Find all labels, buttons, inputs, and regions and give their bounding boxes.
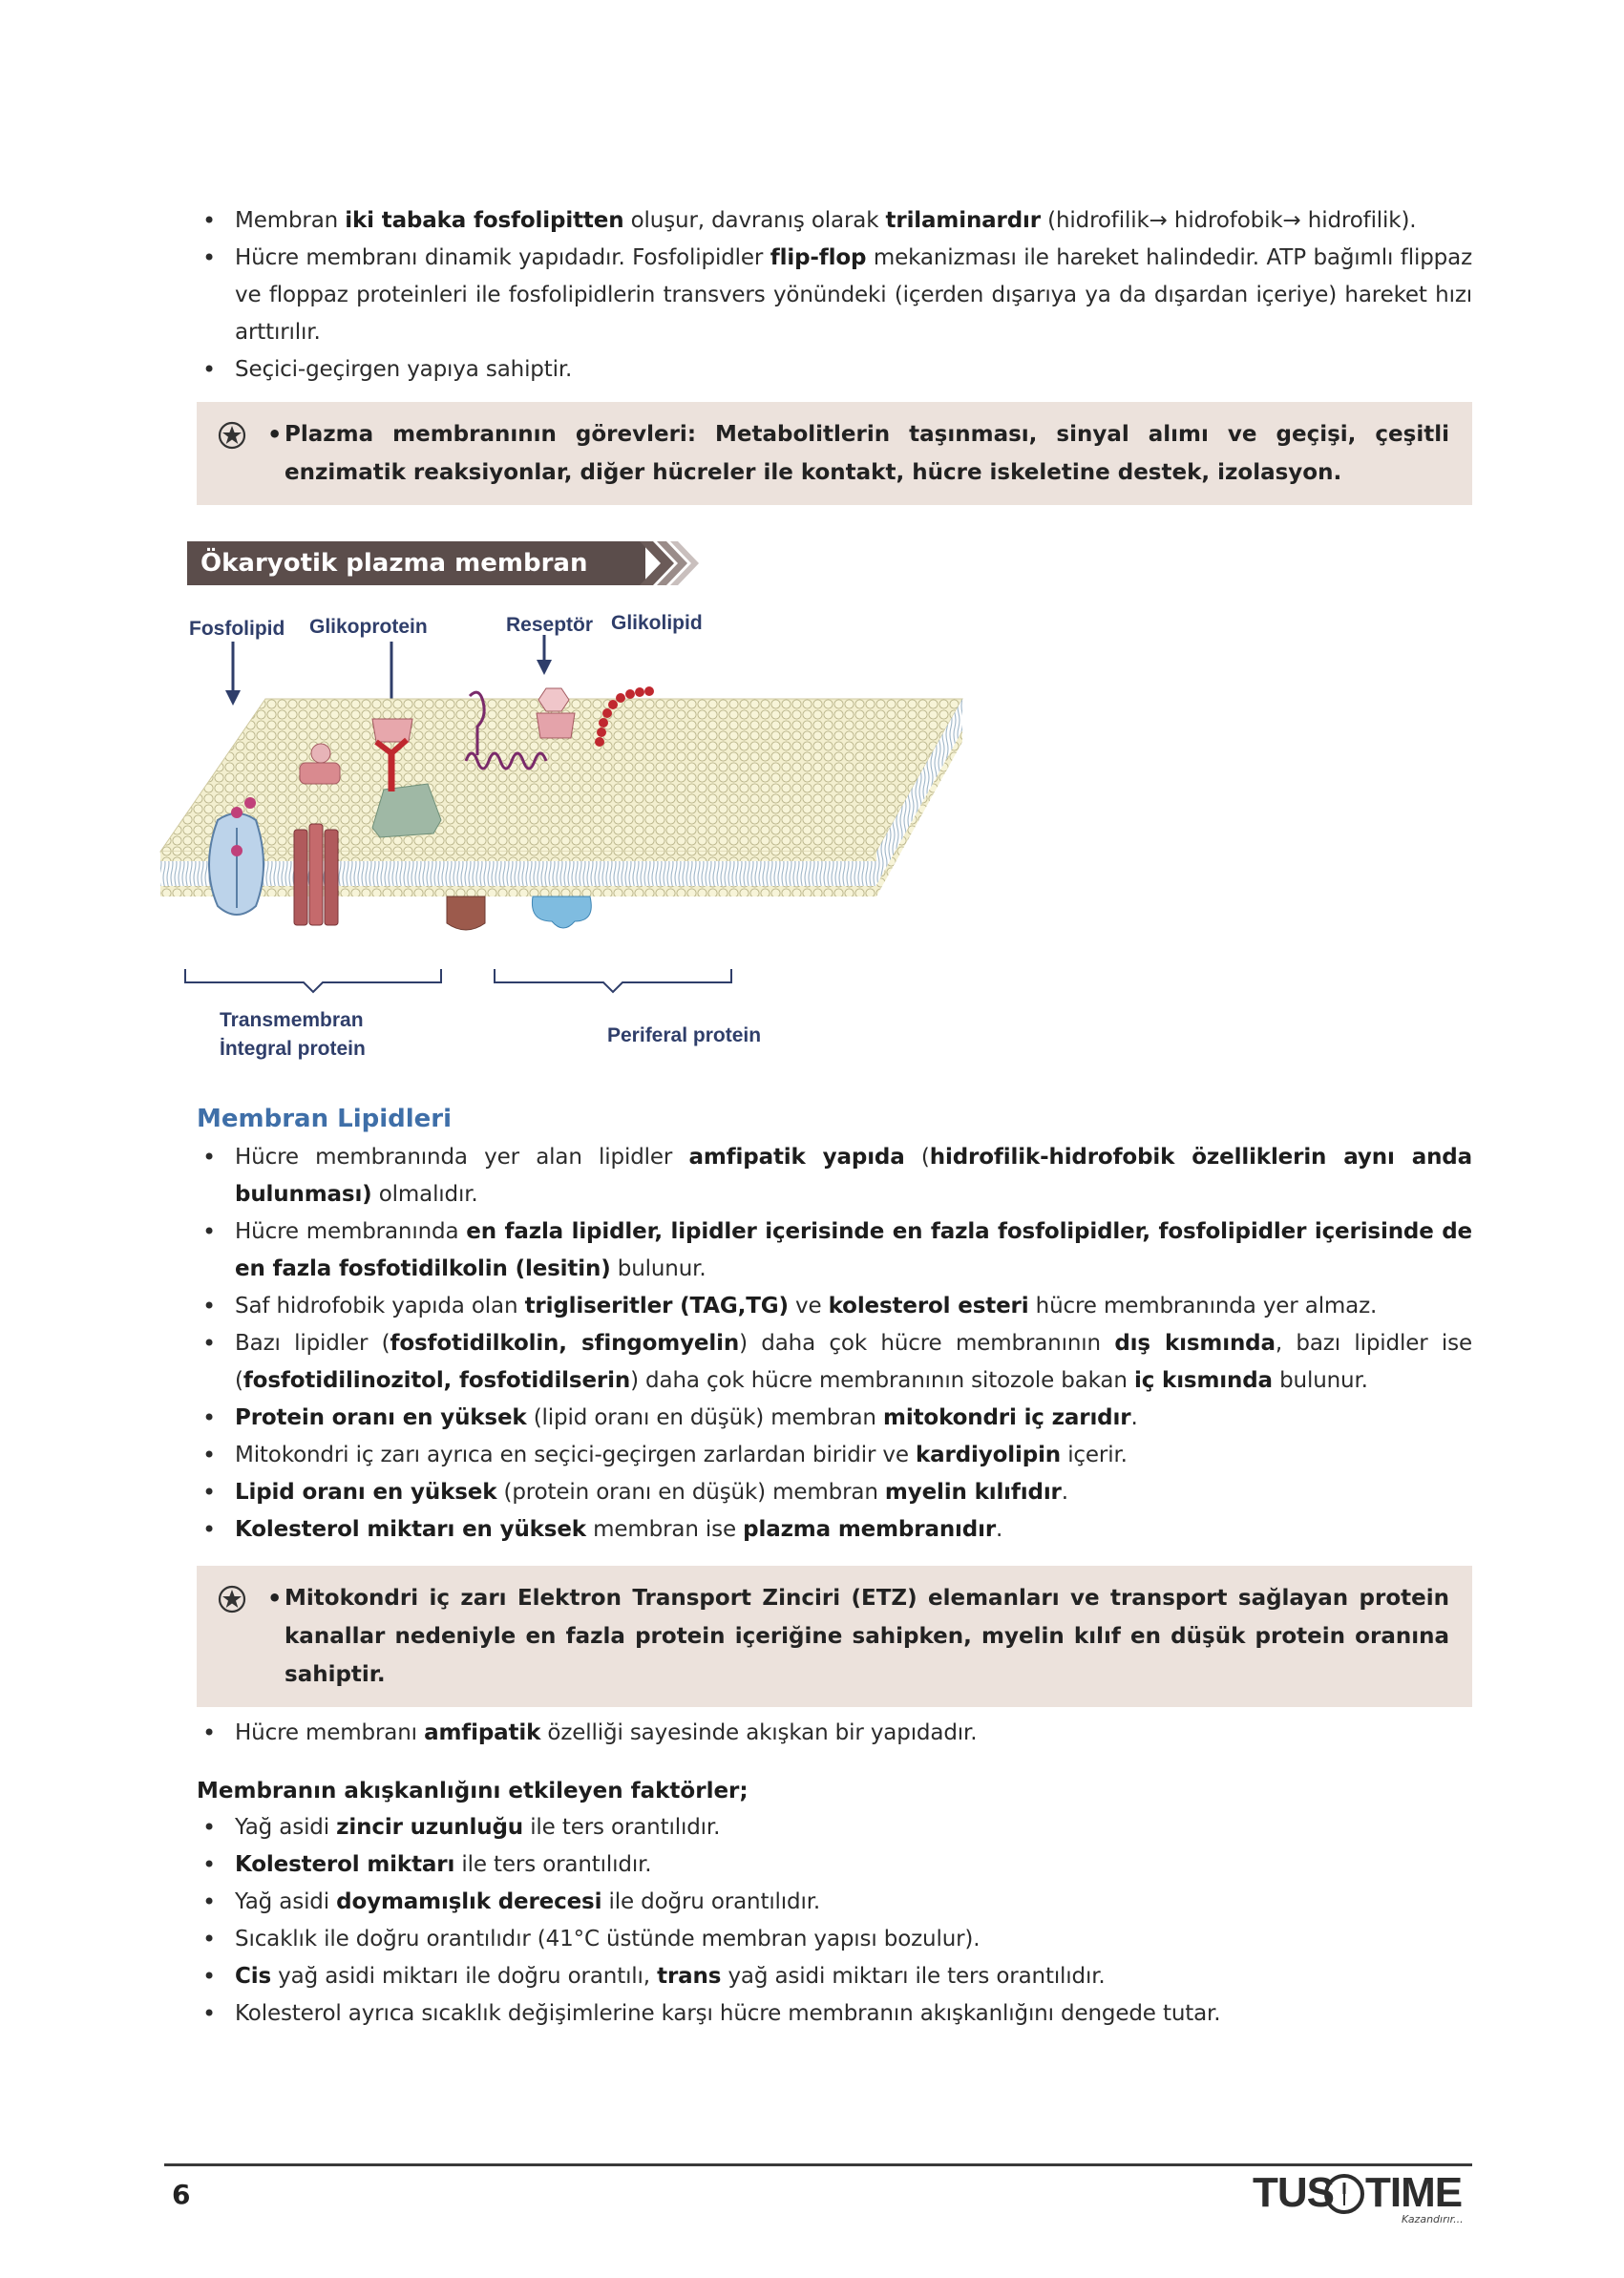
bold-text: Kolesterol miktarı en yüksek	[235, 1517, 586, 1542]
text: ile doğru orantılıdır.	[601, 1889, 821, 1914]
fluidity-bullet-list	[197, 1809, 1472, 2033]
text: Hücre membranında yer alan lipidler	[235, 1145, 689, 1170]
text: hücre membranında yer almaz.	[1028, 1294, 1378, 1318]
bold-text: plazma membranıdır	[743, 1517, 997, 1542]
star-icon	[218, 421, 246, 450]
list-item	[197, 1400, 1472, 1437]
text: (protein oranı en düşük) membran	[496, 1480, 885, 1505]
bold-text: en fazla lipidler, lipidler içerisinde en fazla fosfolipidler, fosfolipidler içerisinde de en fazla fosfotidilkolin (lesitin)	[235, 1219, 1472, 1281]
surface-protein-pink-2	[372, 719, 412, 742]
membrane-front-heads-top	[160, 852, 876, 861]
bold-text: doymamışlık derecesi	[336, 1889, 602, 1914]
label-periferal: Periferal protein	[607, 1024, 762, 1046]
clock-icon	[1323, 2173, 1365, 2215]
text: .	[1061, 1480, 1068, 1505]
text: bulunur.	[1272, 1368, 1368, 1393]
list-item	[197, 1511, 1472, 1549]
text: ve	[788, 1294, 829, 1318]
text: , bazı lipidler ise (	[235, 1331, 1472, 1393]
list-item	[197, 351, 1472, 389]
list-item	[197, 202, 1472, 240]
membrane-front-heads-bottom	[160, 886, 876, 896]
bold-text: hidrofilik-hidrofobik özelliklerin aynı anda bulunması)	[235, 1145, 1472, 1207]
list-item	[197, 1474, 1472, 1511]
text: Hücre membranı	[235, 1720, 425, 1745]
text: Saf hidrofobik yapıda olan	[235, 1294, 525, 1318]
text: içerir.	[1061, 1443, 1128, 1467]
note-box-mitochondria: • Mitokondri iç zarı Elektron Transport Zinciri (ETZ) elemanları ve transport sağlayan protein kanallar nedeniyle en fazla protein içeriğine sahipken, myelin kılıf en düşük protein oranına sahiptir.	[197, 1566, 1472, 1707]
after-note-bullet-list	[197, 1715, 1472, 1752]
bold-text: trigliseritler (TAG,TG)	[524, 1294, 789, 1318]
bold-text: myelin kılıfıdır	[884, 1480, 1062, 1505]
label-glikolipid: Glikolipid	[611, 612, 703, 634]
receptor-protein	[537, 688, 575, 738]
page-number: 6	[172, 2179, 191, 2210]
text: özelliği sayesinde akışkan bir yapıdadır.	[540, 1720, 978, 1745]
text: Membran	[235, 208, 346, 233]
logo-text-right: TIME	[1365, 2169, 1463, 2216]
note-box-plasma-functions: • Plazma membranının görevleri: Metabolitlerin taşınması, sinyal alımı ve geçişi, çeşitli enzimatik reaksiyonlar, diğer hücreler ile kontakt, hücre iskeletine destek, izolasyon.	[197, 402, 1472, 505]
list-item	[197, 1437, 1472, 1474]
bracket-periferal	[495, 969, 731, 992]
text: yağ asidi miktarı ile doğru orantılı,	[271, 1964, 658, 1989]
note-text: Plazma membranının görevleri: Metabolitlerin taşınması, sinyal alımı ve geçişi, çeşitli enzimatik reaksiyonlar, diğer hücreler ile kontakt, hücre iskeletine destek, izolasyon.	[285, 422, 1449, 485]
text: Kolesterol ayrıca sıcaklık değişimlerine karşı hücre membranın akışkanlığını dengede tutar.	[235, 2001, 1221, 2026]
list-item	[197, 1809, 1472, 1846]
bold-text: trans	[657, 1964, 722, 1989]
list-item	[197, 1213, 1472, 1288]
text: ) daha çok hücre membranının sitozole bakan	[630, 1368, 1134, 1393]
membrane-illustration	[151, 541, 1010, 1076]
text: Sıcaklık ile doğru orantılıdır (41°C üstünde membran yapısı bozulur).	[235, 1927, 981, 1951]
text: Mitokondri iç zarı ayrıca en seçici-geçirgen zarlardan biridir ve	[235, 1443, 917, 1467]
text: oluşur, davranış olarak	[623, 208, 886, 233]
bracket-transmembran	[185, 969, 441, 992]
text: Hücre membranı dinamik yapıdadır. Fosfolipidler	[235, 245, 770, 270]
star-icon	[218, 1585, 246, 1614]
text: .	[996, 1517, 1003, 1542]
text: Seçici-geçirgen yapıya sahiptir.	[235, 357, 573, 382]
bold-text: kolesterol esteri	[828, 1294, 1029, 1318]
label-fosfolipid: Fosfolipid	[189, 618, 285, 640]
bold-text: fosfotidilkolin, sfingomyelin	[390, 1331, 740, 1356]
bold-text: mitokondri iç zarıdır	[883, 1405, 1131, 1430]
bold-text: iki tabaka fosfolipitten	[345, 208, 624, 233]
fluidity-heading: Membranın akışkanlığını etkileyen faktörler;	[197, 1779, 749, 1803]
text: Hücre membranında	[235, 1219, 467, 1244]
bold-text: fosfotidilinozitol, fosfotidilserin	[243, 1368, 631, 1393]
text: mekanizması ile hareket halindedir. ATP bağımlı flippaz ve floppaz proteinleri ile fosfolipidlerin transvers yönündeki (içerden dışarıya ya da dışardan içeriye) hareket hızı arttırılır.	[235, 245, 1472, 345]
text: membran ise	[585, 1517, 744, 1542]
text: ile ters orantılıdır.	[454, 1852, 652, 1877]
list-item	[197, 1884, 1472, 1921]
text: (	[904, 1145, 930, 1170]
label-transmembran: Transmembran	[220, 1009, 364, 1031]
logo-tagline: Kazandırır...	[1402, 2213, 1464, 2225]
bold-text: flip-flop	[770, 245, 867, 270]
text: Yağ asidi	[235, 1889, 337, 1914]
bold-text: amfipatik	[424, 1720, 541, 1745]
bold-text: kardiyolipin	[916, 1443, 1062, 1467]
lipid-bullet-list	[197, 1139, 1472, 1549]
bold-text: iç kısmında	[1133, 1368, 1273, 1393]
tustime-logo	[1253, 2169, 1476, 2228]
peripheral-protein-brown	[447, 896, 485, 930]
bold-text: dış kısmında	[1114, 1331, 1276, 1356]
note-text: Mitokondri iç zarı Elektron Transport Zinciri (ETZ) elemanları ve transport sağlayan protein kanallar nedeniyle en fazla protein içeriğine sahipken, myelin kılıf en düşük protein oranına sahiptir.	[285, 1586, 1449, 1687]
section-title-membran-lipidleri: Membran Lipidleri	[197, 1105, 453, 1133]
text: (hidrofilik→ hidrofobik→ hidrofilik).	[1040, 208, 1417, 233]
bold-text: Cis	[235, 1964, 272, 1989]
transmembrane-protein-red	[294, 824, 338, 925]
bold-text: zincir uzunluğu	[336, 1815, 524, 1840]
bold-text: Kolesterol miktarı	[235, 1852, 455, 1877]
bold-text: trilaminardır	[885, 208, 1041, 233]
text: ) daha çok hücre membranının	[739, 1331, 1115, 1356]
intro-bullet-list	[197, 202, 1472, 389]
text: Bazı lipidler (	[235, 1331, 390, 1356]
peripheral-protein-blue	[532, 896, 591, 928]
list-item	[197, 1139, 1472, 1213]
membrane-figure	[189, 541, 1056, 1076]
logo-text-left: TUS	[1253, 2169, 1334, 2216]
list-item	[197, 1921, 1472, 1958]
list-item	[197, 1715, 1472, 1752]
list-item	[197, 1288, 1472, 1325]
bold-text: Protein oranı en yüksek	[235, 1405, 527, 1430]
text: olmalıdır.	[371, 1182, 478, 1207]
list-item	[197, 1846, 1472, 1884]
text: (lipid oranı en düşük) membran	[526, 1405, 884, 1430]
list-item	[197, 1325, 1472, 1400]
footer-divider	[164, 2163, 1472, 2166]
bold-text: Lipid oranı en yüksek	[235, 1480, 497, 1505]
bold-text: amfipatik yapıda	[688, 1145, 905, 1170]
label-reseptor: Reseptör	[506, 614, 594, 636]
list-item	[197, 1995, 1472, 2033]
text: .	[1130, 1405, 1138, 1430]
text: ile ters orantılıdır.	[523, 1815, 721, 1840]
figure-title: Ökaryotik plazma membran yapısı	[187, 541, 645, 585]
label-glikoprotein: Glikoprotein	[309, 616, 428, 638]
list-item	[197, 240, 1472, 351]
text: Yağ asidi	[235, 1815, 337, 1840]
text: bulunur.	[610, 1256, 707, 1281]
membrane-front-tails	[160, 861, 876, 886]
list-item	[197, 1958, 1472, 1995]
label-integral-protein: İntegral protein	[220, 1038, 366, 1060]
text: yağ asidi miktarı ile ters orantılıdır.	[721, 1964, 1106, 1989]
